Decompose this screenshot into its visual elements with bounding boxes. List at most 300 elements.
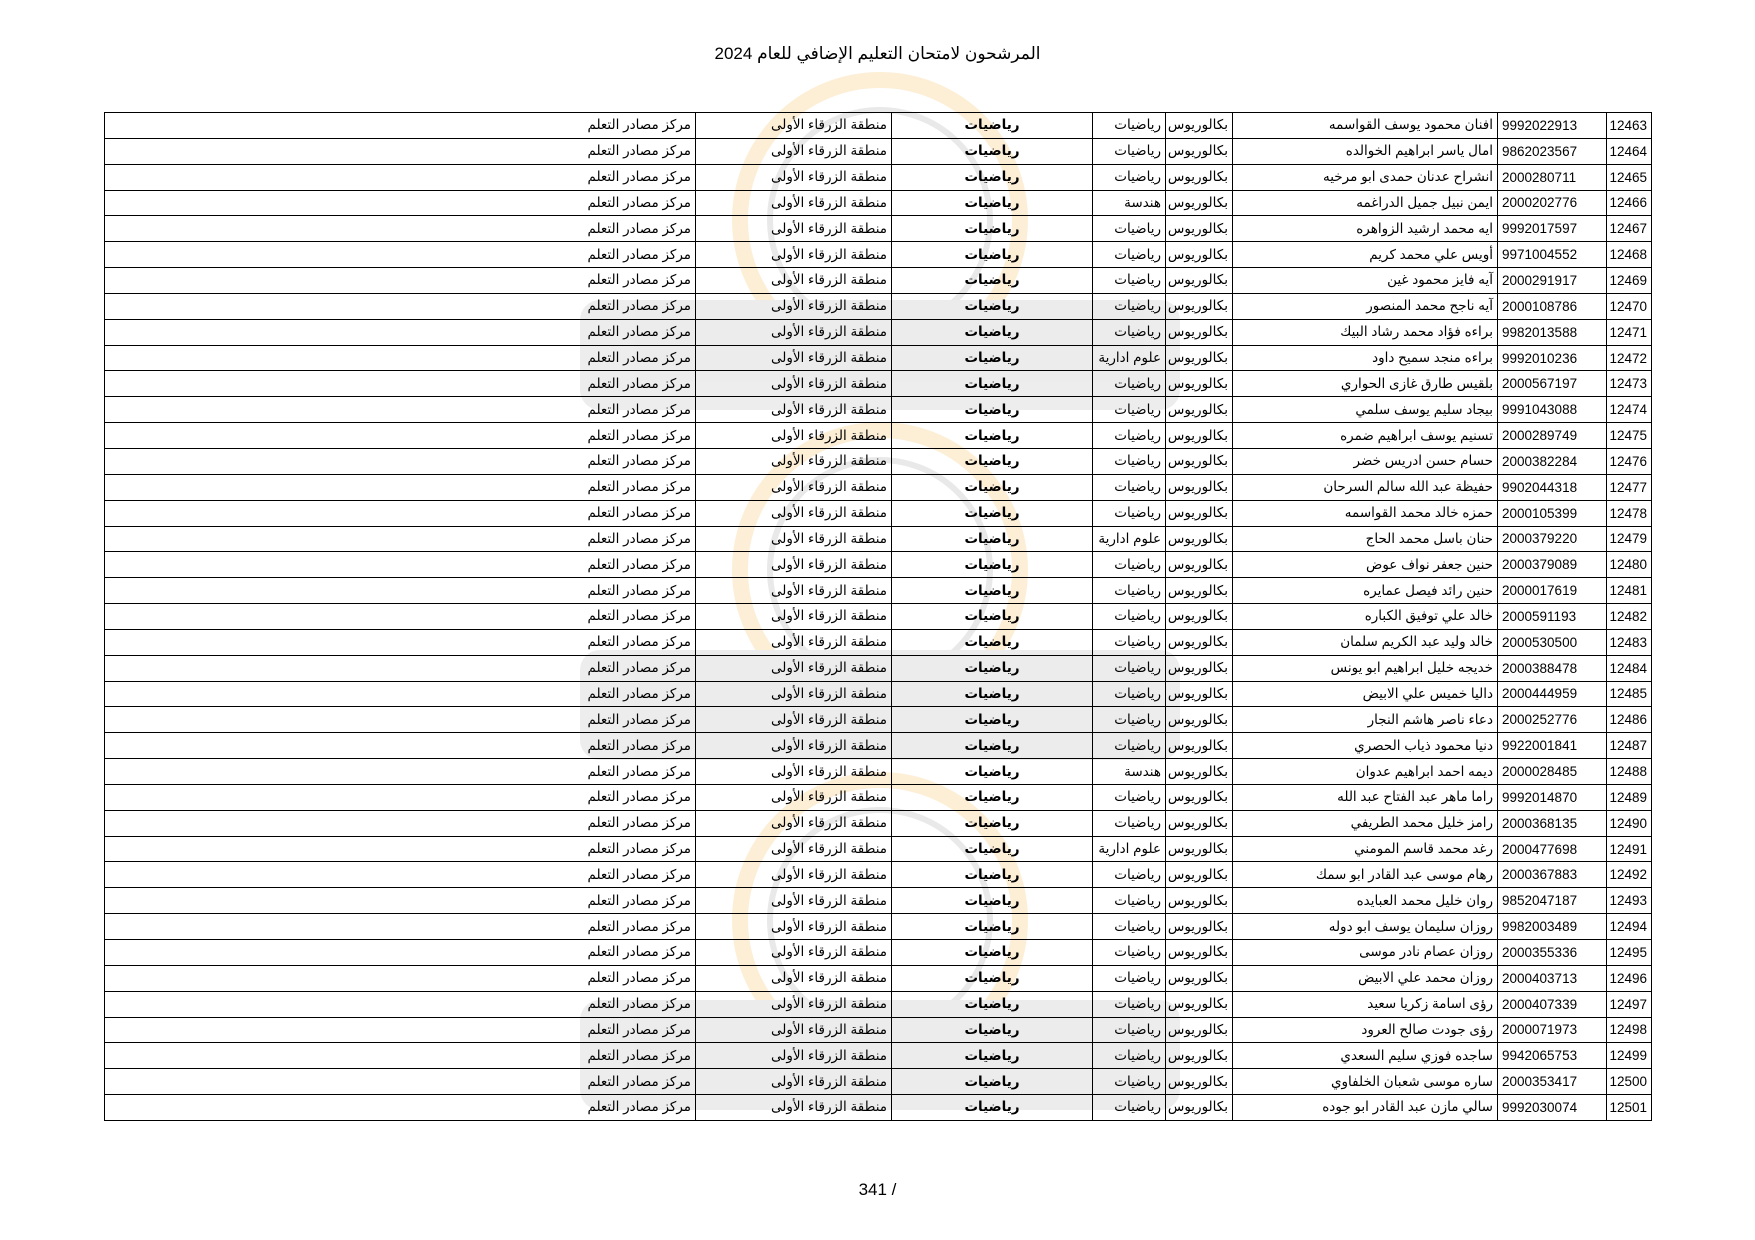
table-row bbox=[105, 733, 1652, 759]
exam-center-cell: مركز مصادر التعلم bbox=[105, 138, 696, 164]
national-id-cell: 9982013588 bbox=[1498, 319, 1607, 345]
table-row bbox=[105, 604, 1652, 630]
exam-subject-cell: رياضيات bbox=[892, 552, 1093, 578]
serial-number-cell: 12470 bbox=[1607, 293, 1652, 319]
exam-center-cell: مركز مصادر التعلم bbox=[105, 707, 696, 733]
specialty-cell: رياضيات bbox=[1093, 862, 1166, 888]
exam-center-cell: مركز مصادر التعلم bbox=[105, 268, 696, 294]
candidate-name-cell: رؤى اسامة زكريا سعيد bbox=[1233, 991, 1498, 1017]
table-row bbox=[105, 216, 1652, 242]
exam-subject-cell: رياضيات bbox=[892, 319, 1093, 345]
table-row bbox=[105, 1043, 1652, 1069]
national-id-cell: 2000567197 bbox=[1498, 371, 1607, 397]
table-row bbox=[105, 138, 1652, 164]
exam-center-cell: مركز مصادر التعلم bbox=[105, 888, 696, 914]
degree-cell: بكالوريوس bbox=[1166, 655, 1233, 681]
degree-cell: بكالوريوس bbox=[1166, 940, 1233, 966]
table-row bbox=[105, 1095, 1652, 1121]
specialty-cell: رياضيات bbox=[1093, 578, 1166, 604]
exam-subject-cell: رياضيات bbox=[892, 759, 1093, 785]
education-region-cell: منطقة الزرقاء الأولى bbox=[696, 733, 892, 759]
candidate-name-cell: دنيا محمود ذياب الحصري bbox=[1233, 733, 1498, 759]
degree-cell: بكالوريوس bbox=[1166, 810, 1233, 836]
national-id-cell: 2000444959 bbox=[1498, 681, 1607, 707]
specialty-cell: علوم ادارية bbox=[1093, 526, 1166, 552]
specialty-cell: رياضيات bbox=[1093, 268, 1166, 294]
exam-subject-cell: رياضيات bbox=[892, 526, 1093, 552]
candidate-name-cell: افنان محمود يوسف القواسمه bbox=[1233, 113, 1498, 139]
table-row bbox=[105, 319, 1652, 345]
exam-subject-cell: رياضيات bbox=[892, 836, 1093, 862]
serial-number-cell: 12497 bbox=[1607, 991, 1652, 1017]
candidate-name-cell: أويس علي محمد كريم bbox=[1233, 242, 1498, 268]
candidate-name-cell: سالي مازن عبد القادر ابو جوده bbox=[1233, 1095, 1498, 1121]
serial-number-cell: 12487 bbox=[1607, 733, 1652, 759]
table-row bbox=[105, 345, 1652, 371]
national-id-cell: 2000202776 bbox=[1498, 190, 1607, 216]
national-id-cell: 9862023567 bbox=[1498, 138, 1607, 164]
education-region-cell: منطقة الزرقاء الأولى bbox=[696, 784, 892, 810]
exam-center-cell: مركز مصادر التعلم bbox=[105, 810, 696, 836]
degree-cell: بكالوريوس bbox=[1166, 138, 1233, 164]
specialty-cell: رياضيات bbox=[1093, 681, 1166, 707]
serial-number-cell: 12466 bbox=[1607, 190, 1652, 216]
national-id-cell: 9992030074 bbox=[1498, 1095, 1607, 1121]
exam-subject-cell: رياضيات bbox=[892, 578, 1093, 604]
serial-number-cell: 12484 bbox=[1607, 655, 1652, 681]
serial-number-cell: 12478 bbox=[1607, 500, 1652, 526]
education-region-cell: منطقة الزرقاء الأولى bbox=[696, 604, 892, 630]
table-row bbox=[105, 991, 1652, 1017]
education-region-cell: منطقة الزرقاء الأولى bbox=[696, 242, 892, 268]
degree-cell: بكالوريوس bbox=[1166, 371, 1233, 397]
table-row bbox=[105, 836, 1652, 862]
table-row bbox=[105, 397, 1652, 423]
degree-cell: بكالوريوس bbox=[1166, 965, 1233, 991]
exam-subject-cell: رياضيات bbox=[892, 190, 1093, 216]
candidate-name-cell: رامز خليل محمد الطريفي bbox=[1233, 810, 1498, 836]
exam-center-cell: مركز مصادر التعلم bbox=[105, 862, 696, 888]
exam-center-cell: مركز مصادر التعلم bbox=[105, 578, 696, 604]
degree-cell: بكالوريوس bbox=[1166, 681, 1233, 707]
national-id-cell: 9992014870 bbox=[1498, 784, 1607, 810]
education-region-cell: منطقة الزرقاء الأولى bbox=[696, 448, 892, 474]
serial-number-cell: 12482 bbox=[1607, 604, 1652, 630]
table-row bbox=[105, 888, 1652, 914]
specialty-cell: رياضيات bbox=[1093, 784, 1166, 810]
exam-subject-cell: رياضيات bbox=[892, 784, 1093, 810]
exam-subject-cell: رياضيات bbox=[892, 1095, 1093, 1121]
serial-number-cell: 12495 bbox=[1607, 940, 1652, 966]
table-row bbox=[105, 914, 1652, 940]
specialty-cell: رياضيات bbox=[1093, 552, 1166, 578]
candidate-name-cell: تسنيم يوسف ابراهيم ضمره bbox=[1233, 423, 1498, 449]
education-region-cell: منطقة الزرقاء الأولى bbox=[696, 319, 892, 345]
serial-number-cell: 12468 bbox=[1607, 242, 1652, 268]
serial-number-cell: 12479 bbox=[1607, 526, 1652, 552]
specialty-cell: رياضيات bbox=[1093, 940, 1166, 966]
table-row bbox=[105, 965, 1652, 991]
serial-number-cell: 12475 bbox=[1607, 423, 1652, 449]
degree-cell: بكالوريوس bbox=[1166, 319, 1233, 345]
specialty-cell: رياضيات bbox=[1093, 138, 1166, 164]
education-region-cell: منطقة الزرقاء الأولى bbox=[696, 629, 892, 655]
education-region-cell: منطقة الزرقاء الأولى bbox=[696, 965, 892, 991]
exam-center-cell: مركز مصادر التعلم bbox=[105, 629, 696, 655]
table-row bbox=[105, 681, 1652, 707]
exam-subject-cell: رياضيات bbox=[892, 216, 1093, 242]
exam-subject-cell: رياضيات bbox=[892, 655, 1093, 681]
table-row bbox=[105, 500, 1652, 526]
candidate-name-cell: خديجه خليل ابراهيم ابو يونس bbox=[1233, 655, 1498, 681]
national-id-cell: 2000017619 bbox=[1498, 578, 1607, 604]
candidate-name-cell: حنين رائد فيصل عمايره bbox=[1233, 578, 1498, 604]
candidate-name-cell: حسام حسن ادريس خضر bbox=[1233, 448, 1498, 474]
national-id-cell: 2000530500 bbox=[1498, 629, 1607, 655]
table-row bbox=[105, 242, 1652, 268]
education-region-cell: منطقة الزرقاء الأولى bbox=[696, 655, 892, 681]
table-row bbox=[105, 707, 1652, 733]
exam-subject-cell: رياضيات bbox=[892, 500, 1093, 526]
degree-cell: بكالوريوس bbox=[1166, 888, 1233, 914]
exam-subject-cell: رياضيات bbox=[892, 1043, 1093, 1069]
serial-number-cell: 12501 bbox=[1607, 1095, 1652, 1121]
degree-cell: بكالوريوس bbox=[1166, 397, 1233, 423]
national-id-cell: 2000379220 bbox=[1498, 526, 1607, 552]
national-id-cell: 9991043088 bbox=[1498, 397, 1607, 423]
education-region-cell: منطقة الزرقاء الأولى bbox=[696, 862, 892, 888]
table-row bbox=[105, 552, 1652, 578]
national-id-cell: 2000477698 bbox=[1498, 836, 1607, 862]
serial-number-cell: 12469 bbox=[1607, 268, 1652, 294]
national-id-cell: 2000280711 bbox=[1498, 164, 1607, 190]
specialty-cell: رياضيات bbox=[1093, 293, 1166, 319]
table-row bbox=[105, 940, 1652, 966]
degree-cell: بكالوريوس bbox=[1166, 862, 1233, 888]
specialty-cell: رياضيات bbox=[1093, 448, 1166, 474]
exam-subject-cell: رياضيات bbox=[892, 888, 1093, 914]
exam-subject-cell: رياضيات bbox=[892, 293, 1093, 319]
national-id-cell: 2000108786 bbox=[1498, 293, 1607, 319]
table-row bbox=[105, 474, 1652, 500]
table-row bbox=[105, 448, 1652, 474]
education-region-cell: منطقة الزرقاء الأولى bbox=[696, 681, 892, 707]
specialty-cell: رياضيات bbox=[1093, 810, 1166, 836]
candidate-name-cell: آيه ناجح محمد المنصور bbox=[1233, 293, 1498, 319]
education-region-cell: منطقة الزرقاء الأولى bbox=[696, 474, 892, 500]
exam-center-cell: مركز مصادر التعلم bbox=[105, 293, 696, 319]
table-row bbox=[105, 190, 1652, 216]
candidate-name-cell: براءه منجد سميح داود bbox=[1233, 345, 1498, 371]
candidate-name-cell: رؤى جودت صالح العرود bbox=[1233, 1017, 1498, 1043]
table-row bbox=[105, 164, 1652, 190]
exam-subject-cell: رياضيات bbox=[892, 138, 1093, 164]
exam-center-cell: مركز مصادر التعلم bbox=[105, 113, 696, 139]
candidate-name-cell: بيجاد سليم يوسف سلمي bbox=[1233, 397, 1498, 423]
national-id-cell: 2000403713 bbox=[1498, 965, 1607, 991]
exam-subject-cell: رياضيات bbox=[892, 268, 1093, 294]
national-id-cell: 2000291917 bbox=[1498, 268, 1607, 294]
serial-number-cell: 12492 bbox=[1607, 862, 1652, 888]
page-title: المرشحون لامتحان التعليم الإضافي للعام 2024 bbox=[714, 44, 1041, 63]
candidate-name-cell: امال ياسر ابراهيم الخوالده bbox=[1233, 138, 1498, 164]
exam-center-cell: مركز مصادر التعلم bbox=[105, 940, 696, 966]
specialty-cell: هندسة bbox=[1093, 759, 1166, 785]
degree-cell: بكالوريوس bbox=[1166, 1043, 1233, 1069]
national-id-cell: 9922001841 bbox=[1498, 733, 1607, 759]
exam-center-cell: مركز مصادر التعلم bbox=[105, 397, 696, 423]
specialty-cell: علوم ادارية bbox=[1093, 836, 1166, 862]
specialty-cell: رياضيات bbox=[1093, 1095, 1166, 1121]
table-row bbox=[105, 1069, 1652, 1095]
exam-center-cell: مركز مصادر التعلم bbox=[105, 1095, 696, 1121]
candidate-name-cell: انشراح عدنان حمدى ابو مرخيه bbox=[1233, 164, 1498, 190]
candidate-name-cell: ايمن نبيل جميل الدراغمه bbox=[1233, 190, 1498, 216]
education-region-cell: منطقة الزرقاء الأولى bbox=[696, 371, 892, 397]
national-id-cell: 9942065753 bbox=[1498, 1043, 1607, 1069]
exam-subject-cell: رياضيات bbox=[892, 681, 1093, 707]
candidate-name-cell: رغد محمد قاسم المومني bbox=[1233, 836, 1498, 862]
national-id-cell: 2000379089 bbox=[1498, 552, 1607, 578]
serial-number-cell: 12481 bbox=[1607, 578, 1652, 604]
exam-center-cell: مركز مصادر التعلم bbox=[105, 526, 696, 552]
exam-center-cell: مركز مصادر التعلم bbox=[105, 1069, 696, 1095]
education-region-cell: منطقة الزرقاء الأولى bbox=[696, 293, 892, 319]
education-region-cell: منطقة الزرقاء الأولى bbox=[696, 991, 892, 1017]
exam-center-cell: مركز مصادر التعلم bbox=[105, 448, 696, 474]
candidate-name-cell: حفيظة عبد الله سالم السرحان bbox=[1233, 474, 1498, 500]
exam-center-cell: مركز مصادر التعلم bbox=[105, 681, 696, 707]
serial-number-cell: 12467 bbox=[1607, 216, 1652, 242]
table-row bbox=[105, 578, 1652, 604]
degree-cell: بكالوريوس bbox=[1166, 629, 1233, 655]
degree-cell: بكالوريوس bbox=[1166, 914, 1233, 940]
national-id-cell: 2000355336 bbox=[1498, 940, 1607, 966]
serial-number-cell: 12491 bbox=[1607, 836, 1652, 862]
serial-number-cell: 12488 bbox=[1607, 759, 1652, 785]
education-region-cell: منطقة الزرقاء الأولى bbox=[696, 552, 892, 578]
specialty-cell: رياضيات bbox=[1093, 965, 1166, 991]
degree-cell: بكالوريوس bbox=[1166, 733, 1233, 759]
exam-subject-cell: رياضيات bbox=[892, 604, 1093, 630]
specialty-cell: هندسة bbox=[1093, 190, 1166, 216]
table-row bbox=[105, 810, 1652, 836]
table-row bbox=[105, 629, 1652, 655]
education-region-cell: منطقة الزرقاء الأولى bbox=[696, 345, 892, 371]
table-row bbox=[105, 655, 1652, 681]
specialty-cell: رياضيات bbox=[1093, 629, 1166, 655]
exam-subject-cell: رياضيات bbox=[892, 862, 1093, 888]
national-id-cell: 2000368135 bbox=[1498, 810, 1607, 836]
table-row bbox=[105, 423, 1652, 449]
specialty-cell: رياضيات bbox=[1093, 216, 1166, 242]
degree-cell: بكالوريوس bbox=[1166, 1017, 1233, 1043]
education-region-cell: منطقة الزرقاء الأولى bbox=[696, 1017, 892, 1043]
exam-center-cell: مركز مصادر التعلم bbox=[105, 759, 696, 785]
specialty-cell: رياضيات bbox=[1093, 423, 1166, 449]
national-id-cell: 2000382284 bbox=[1498, 448, 1607, 474]
education-region-cell: منطقة الزرقاء الأولى bbox=[696, 759, 892, 785]
candidate-name-cell: ايه محمد ارشيد الزواهره bbox=[1233, 216, 1498, 242]
national-id-cell: 9902044318 bbox=[1498, 474, 1607, 500]
education-region-cell: منطقة الزرقاء الأولى bbox=[696, 423, 892, 449]
exam-subject-cell: رياضيات bbox=[892, 164, 1093, 190]
table-row bbox=[105, 784, 1652, 810]
exam-center-cell: مركز مصادر التعلم bbox=[105, 345, 696, 371]
degree-cell: بكالوريوس bbox=[1166, 293, 1233, 319]
specialty-cell: رياضيات bbox=[1093, 733, 1166, 759]
candidate-name-cell: ساجده فوزي سليم السعدي bbox=[1233, 1043, 1498, 1069]
serial-number-cell: 12498 bbox=[1607, 1017, 1652, 1043]
serial-number-cell: 12463 bbox=[1607, 113, 1652, 139]
exam-center-cell: مركز مصادر التعلم bbox=[105, 604, 696, 630]
exam-center-cell: مركز مصادر التعلم bbox=[105, 164, 696, 190]
serial-number-cell: 12493 bbox=[1607, 888, 1652, 914]
exam-subject-cell: رياضيات bbox=[892, 1017, 1093, 1043]
degree-cell: بكالوريوس bbox=[1166, 474, 1233, 500]
candidate-name-cell: روزان عصام نادر موسى bbox=[1233, 940, 1498, 966]
candidates-table bbox=[104, 112, 1652, 1121]
serial-number-cell: 12473 bbox=[1607, 371, 1652, 397]
education-region-cell: منطقة الزرقاء الأولى bbox=[696, 190, 892, 216]
specialty-cell: رياضيات bbox=[1093, 1043, 1166, 1069]
candidate-name-cell: حنان باسل محمد الحاج bbox=[1233, 526, 1498, 552]
exam-center-cell: مركز مصادر التعلم bbox=[105, 423, 696, 449]
exam-subject-cell: رياضيات bbox=[892, 810, 1093, 836]
table-row bbox=[105, 526, 1652, 552]
table-row bbox=[105, 371, 1652, 397]
table-row bbox=[105, 113, 1652, 139]
exam-center-cell: مركز مصادر التعلم bbox=[105, 733, 696, 759]
candidates-table-body bbox=[105, 113, 1652, 1121]
national-id-cell: 2000353417 bbox=[1498, 1069, 1607, 1095]
serial-number-cell: 12464 bbox=[1607, 138, 1652, 164]
exam-center-cell: مركز مصادر التعلم bbox=[105, 1017, 696, 1043]
degree-cell: بكالوريوس bbox=[1166, 1095, 1233, 1121]
specialty-cell: رياضيات bbox=[1093, 707, 1166, 733]
degree-cell: بكالوريوس bbox=[1166, 759, 1233, 785]
education-region-cell: منطقة الزرقاء الأولى bbox=[696, 1095, 892, 1121]
education-region-cell: منطقة الزرقاء الأولى bbox=[696, 836, 892, 862]
serial-number-cell: 12494 bbox=[1607, 914, 1652, 940]
education-region-cell: منطقة الزرقاء الأولى bbox=[696, 578, 892, 604]
specialty-cell: رياضيات bbox=[1093, 1069, 1166, 1095]
degree-cell: بكالوريوس bbox=[1166, 216, 1233, 242]
education-region-cell: منطقة الزرقاء الأولى bbox=[696, 810, 892, 836]
table-row bbox=[105, 862, 1652, 888]
candidate-name-cell: خالد وليد عبد الكريم سلمان bbox=[1233, 629, 1498, 655]
education-region-cell: منطقة الزرقاء الأولى bbox=[696, 1069, 892, 1095]
candidate-name-cell: حمزه خالد محمد القواسمه bbox=[1233, 500, 1498, 526]
exam-center-cell: مركز مصادر التعلم bbox=[105, 319, 696, 345]
degree-cell: بكالوريوس bbox=[1166, 604, 1233, 630]
specialty-cell: رياضيات bbox=[1093, 604, 1166, 630]
exam-subject-cell: رياضيات bbox=[892, 113, 1093, 139]
national-id-cell: 2000388478 bbox=[1498, 655, 1607, 681]
national-id-cell: 2000591193 bbox=[1498, 604, 1607, 630]
degree-cell: بكالوريوس bbox=[1166, 836, 1233, 862]
candidate-name-cell: روزان سليمان يوسف ابو دوله bbox=[1233, 914, 1498, 940]
education-region-cell: منطقة الزرقاء الأولى bbox=[696, 113, 892, 139]
serial-number-cell: 12499 bbox=[1607, 1043, 1652, 1069]
degree-cell: بكالوريوس bbox=[1166, 526, 1233, 552]
national-id-cell: 9852047187 bbox=[1498, 888, 1607, 914]
serial-number-cell: 12476 bbox=[1607, 448, 1652, 474]
national-id-cell: 9992017597 bbox=[1498, 216, 1607, 242]
table-row bbox=[105, 1017, 1652, 1043]
exam-center-cell: مركز مصادر التعلم bbox=[105, 216, 696, 242]
education-region-cell: منطقة الزرقاء الأولى bbox=[696, 526, 892, 552]
serial-number-cell: 12490 bbox=[1607, 810, 1652, 836]
specialty-cell: رياضيات bbox=[1093, 164, 1166, 190]
education-region-cell: منطقة الزرقاء الأولى bbox=[696, 914, 892, 940]
specialty-cell: رياضيات bbox=[1093, 1017, 1166, 1043]
national-id-cell: 2000407339 bbox=[1498, 991, 1607, 1017]
table-row bbox=[105, 268, 1652, 294]
table-row bbox=[105, 293, 1652, 319]
specialty-cell: رياضيات bbox=[1093, 397, 1166, 423]
exam-subject-cell: رياضيات bbox=[892, 991, 1093, 1017]
degree-cell: بكالوريوس bbox=[1166, 190, 1233, 216]
national-id-cell: 2000071973 bbox=[1498, 1017, 1607, 1043]
serial-number-cell: 12480 bbox=[1607, 552, 1652, 578]
education-region-cell: منطقة الزرقاء الأولى bbox=[696, 397, 892, 423]
serial-number-cell: 12465 bbox=[1607, 164, 1652, 190]
exam-center-cell: مركز مصادر التعلم bbox=[105, 965, 696, 991]
exam-subject-cell: رياضيات bbox=[892, 914, 1093, 940]
exam-center-cell: مركز مصادر التعلم bbox=[105, 784, 696, 810]
national-id-cell: 9992022913 bbox=[1498, 113, 1607, 139]
specialty-cell: رياضيات bbox=[1093, 914, 1166, 940]
exam-subject-cell: رياضيات bbox=[892, 474, 1093, 500]
exam-center-cell: مركز مصادر التعلم bbox=[105, 500, 696, 526]
exam-subject-cell: رياضيات bbox=[892, 242, 1093, 268]
exam-center-cell: مركز مصادر التعلم bbox=[105, 1043, 696, 1069]
specialty-cell: رياضيات bbox=[1093, 319, 1166, 345]
exam-subject-cell: رياضيات bbox=[892, 1069, 1093, 1095]
specialty-cell: رياضيات bbox=[1093, 991, 1166, 1017]
exam-subject-cell: رياضيات bbox=[892, 707, 1093, 733]
exam-subject-cell: رياضيات bbox=[892, 371, 1093, 397]
national-id-cell: 9992010236 bbox=[1498, 345, 1607, 371]
page-number: 341 / bbox=[858, 1180, 897, 1199]
candidate-name-cell: ديمه احمد ابراهيم عدوان bbox=[1233, 759, 1498, 785]
exam-center-cell: مركز مصادر التعلم bbox=[105, 655, 696, 681]
candidate-name-cell: دعاء ناصر هاشم النجار bbox=[1233, 707, 1498, 733]
candidate-name-cell: بلقيس طارق غازى الحواري bbox=[1233, 371, 1498, 397]
specialty-cell: علوم ادارية bbox=[1093, 345, 1166, 371]
exam-subject-cell: رياضيات bbox=[892, 733, 1093, 759]
serial-number-cell: 12472 bbox=[1607, 345, 1652, 371]
specialty-cell: رياضيات bbox=[1093, 655, 1166, 681]
degree-cell: بكالوريوس bbox=[1166, 448, 1233, 474]
specialty-cell: رياضيات bbox=[1093, 113, 1166, 139]
national-id-cell: 2000252776 bbox=[1498, 707, 1607, 733]
degree-cell: بكالوريوس bbox=[1166, 242, 1233, 268]
degree-cell: بكالوريوس bbox=[1166, 164, 1233, 190]
degree-cell: بكالوريوس bbox=[1166, 113, 1233, 139]
education-region-cell: منطقة الزرقاء الأولى bbox=[696, 164, 892, 190]
candidate-name-cell: داليا خميس علي الابيض bbox=[1233, 681, 1498, 707]
serial-number-cell: 12489 bbox=[1607, 784, 1652, 810]
education-region-cell: منطقة الزرقاء الأولى bbox=[696, 216, 892, 242]
degree-cell: بكالوريوس bbox=[1166, 991, 1233, 1017]
serial-number-cell: 12496 bbox=[1607, 965, 1652, 991]
exam-center-cell: مركز مصادر التعلم bbox=[105, 190, 696, 216]
education-region-cell: منطقة الزرقاء الأولى bbox=[696, 1043, 892, 1069]
degree-cell: بكالوريوس bbox=[1166, 1069, 1233, 1095]
candidate-name-cell: براءه فؤاد محمد رشاد البيك bbox=[1233, 319, 1498, 345]
